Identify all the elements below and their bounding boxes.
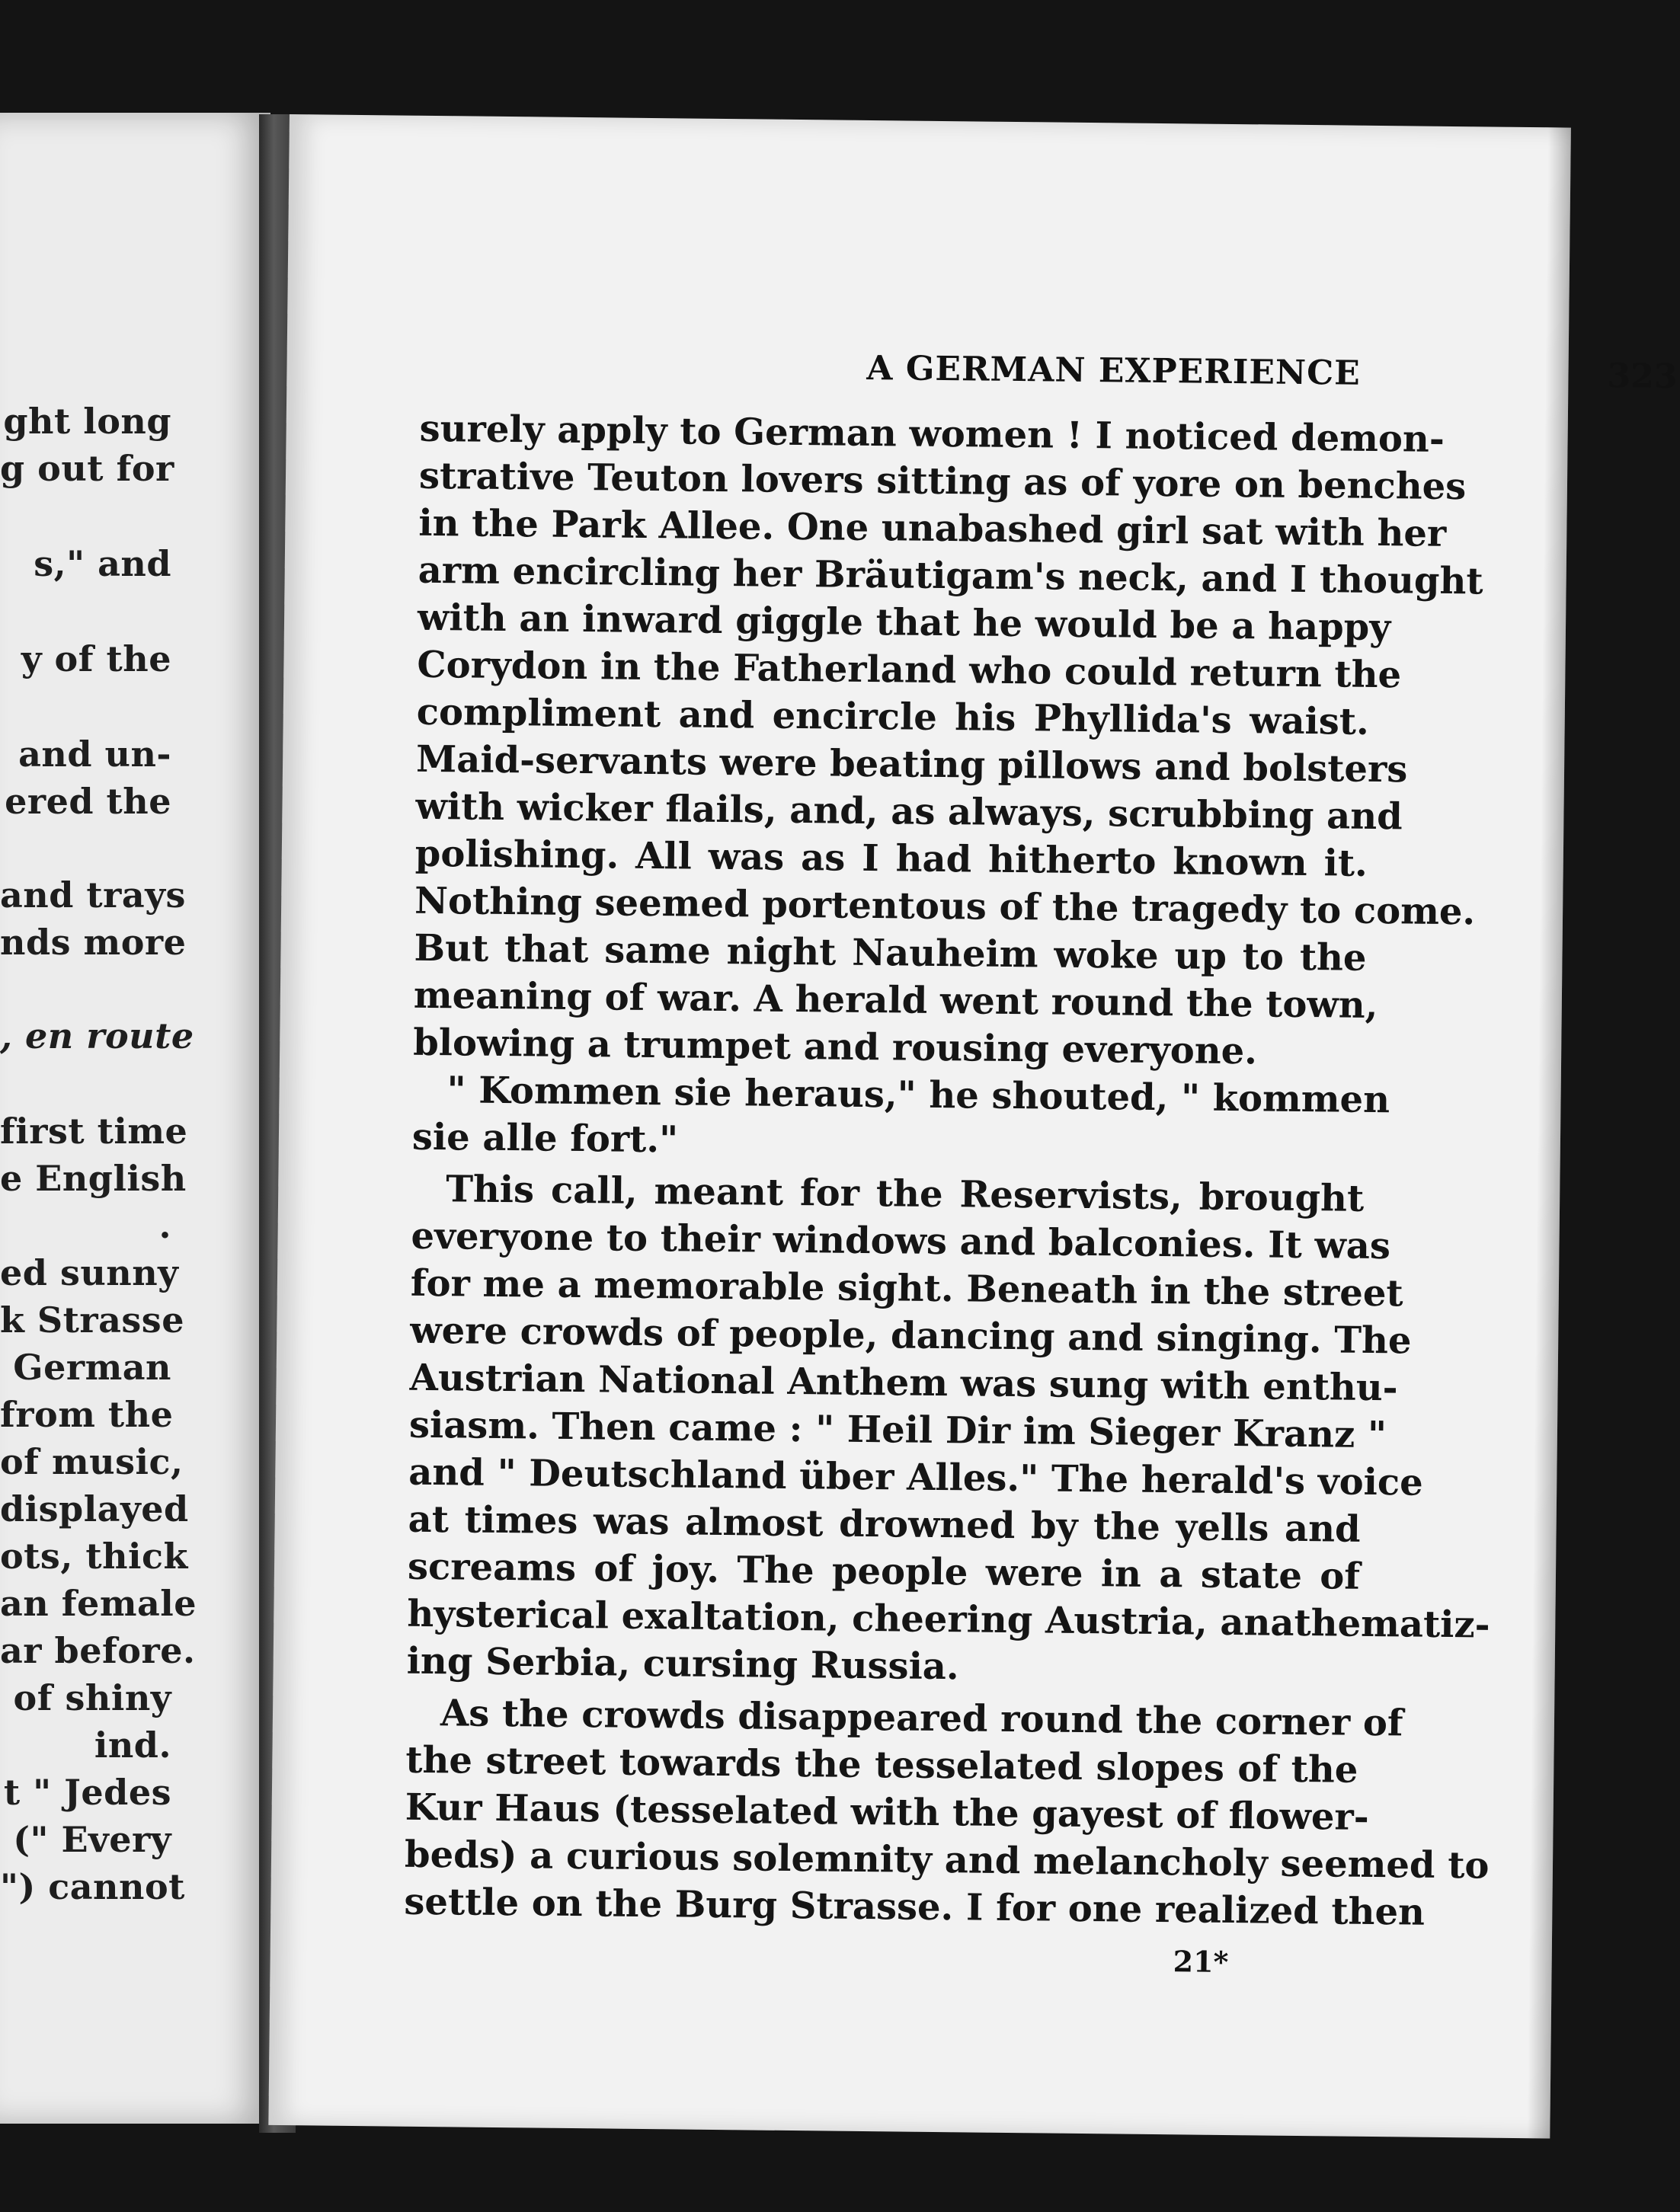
text-line: hysterical exaltation, cheering Austria, anathematiz- bbox=[407, 1592, 1490, 1647]
text-line: screams of joy. The people were in a state of bbox=[407, 1545, 1361, 1598]
page-header bbox=[656, 347, 1678, 403]
text-line: siasm. Then came : " Heil Dir im Sieger Kranz " bbox=[408, 1403, 1387, 1457]
left-margin-text: y of the bbox=[21, 638, 171, 679]
text-line: with wicker flails, and, as always, scrubbing and bbox=[415, 785, 1403, 839]
left-margin-text: first time bbox=[0, 1111, 188, 1152]
text-line: Corydon in the Fatherland who could return the bbox=[417, 643, 1402, 697]
text-line: blowing a trumpet and rousing everyone. bbox=[412, 1021, 1258, 1073]
left-margin-text: k Strasse bbox=[0, 1299, 184, 1341]
left-margin-text: (" Every bbox=[13, 1819, 171, 1860]
left-margin-text: and trays bbox=[0, 874, 186, 916]
body-text bbox=[404, 405, 1490, 1936]
left-margin-text: e English bbox=[0, 1158, 187, 1199]
text-line: polishing. All was as I had hitherto known it. bbox=[414, 832, 1368, 885]
text-line: strative Teuton lovers sitting as of yore on benches bbox=[418, 454, 1467, 509]
left-margin-text: ") cannot bbox=[0, 1866, 185, 1907]
left-margin-text: ed sunny bbox=[0, 1252, 179, 1293]
page-edge-shadow bbox=[1527, 127, 1571, 2138]
left-margin-text: g out for bbox=[0, 448, 174, 489]
left-margin-text: from the bbox=[0, 1394, 174, 1435]
text-line: with an inward giggle that he would be a happy bbox=[417, 596, 1391, 650]
text-line: Maid-servants were beating pillows and bolsters bbox=[415, 737, 1408, 791]
left-margin-text: an female bbox=[0, 1583, 197, 1624]
left-margin-text: t " Jedes bbox=[3, 1772, 171, 1813]
text-line: for me a memorable sight. Beneath in the street bbox=[410, 1261, 1403, 1315]
text-line: " Kommen sie heraus," he shouted, " kommen bbox=[446, 1069, 1390, 1122]
left-margin-text: of shiny bbox=[13, 1677, 171, 1718]
left-margin-text: displayed bbox=[0, 1488, 189, 1530]
text-line: But that same night Nauheim woke up to the bbox=[414, 926, 1367, 980]
text-line: Austrian National Anthem was sung with enthu- bbox=[409, 1356, 1398, 1410]
left-margin-text: German bbox=[13, 1347, 171, 1388]
left-margin-text: and un- bbox=[18, 734, 171, 775]
left-margin-text: of music, bbox=[0, 1441, 184, 1482]
text-line: beds) a curious solemnity and melancholy seemed to bbox=[404, 1833, 1490, 1888]
left-page-fragment bbox=[0, 113, 270, 2124]
text-line: meaning of war. A herald went round the town, bbox=[413, 973, 1378, 1028]
right-page bbox=[268, 114, 1678, 2138]
text-line: Kur Haus (tesselated with the gayest of flower- bbox=[405, 1785, 1369, 1839]
left-margin-text: ind. bbox=[94, 1725, 171, 1766]
text-line: everyone to their windows and balconies. It was bbox=[411, 1214, 1391, 1268]
text-line: settle on the Burg Strasse. I for one realized then bbox=[404, 1880, 1426, 1934]
text-line: and " Deutschland über Alles." The herald's voice bbox=[408, 1450, 1423, 1504]
text-line: ing Serbia, cursing Russia. bbox=[406, 1639, 959, 1689]
text-line: the street towards the tesselated slopes of the bbox=[405, 1738, 1358, 1792]
text-line: Nothing seemed portentous of the tragedy to come. bbox=[414, 879, 1476, 934]
signature-mark: 21* bbox=[1173, 1944, 1229, 1980]
text-line: arm encircling her Bräutigam's neck, and I thought bbox=[418, 548, 1483, 603]
left-margin-text: ered the bbox=[5, 781, 171, 822]
text-line: This call, meant for the Reservists, brought bbox=[445, 1168, 1365, 1220]
running-head: A GERMAN EXPERIENCE bbox=[866, 348, 1361, 393]
text-line: at times was almost drowned by the yells and bbox=[408, 1498, 1361, 1551]
left-margin-text: s," and bbox=[34, 543, 171, 584]
left-margin-text: ots, thick bbox=[0, 1536, 188, 1577]
text-line: surely apply to German women ! I noticed demon- bbox=[419, 407, 1445, 461]
text-line: As the crowds disappeared round the corner of bbox=[440, 1692, 1403, 1745]
left-margin-text: ght long bbox=[3, 401, 171, 442]
left-margin-text: ar before. bbox=[0, 1630, 196, 1671]
left-margin-text: . bbox=[158, 1205, 171, 1246]
text-line: compliment and encircle his Phyllida's waist. bbox=[416, 690, 1370, 743]
text-line: in the Park Allee. One unabashed girl sat with her bbox=[418, 501, 1447, 555]
left-margin-text: , en route bbox=[0, 1015, 194, 1056]
page-number: 323 bbox=[1607, 356, 1678, 397]
left-margin-text: nds more bbox=[0, 922, 187, 963]
text-line: were crowds of people, dancing and singing. The bbox=[409, 1309, 1412, 1363]
text-line: sie alle fort." bbox=[411, 1115, 679, 1162]
